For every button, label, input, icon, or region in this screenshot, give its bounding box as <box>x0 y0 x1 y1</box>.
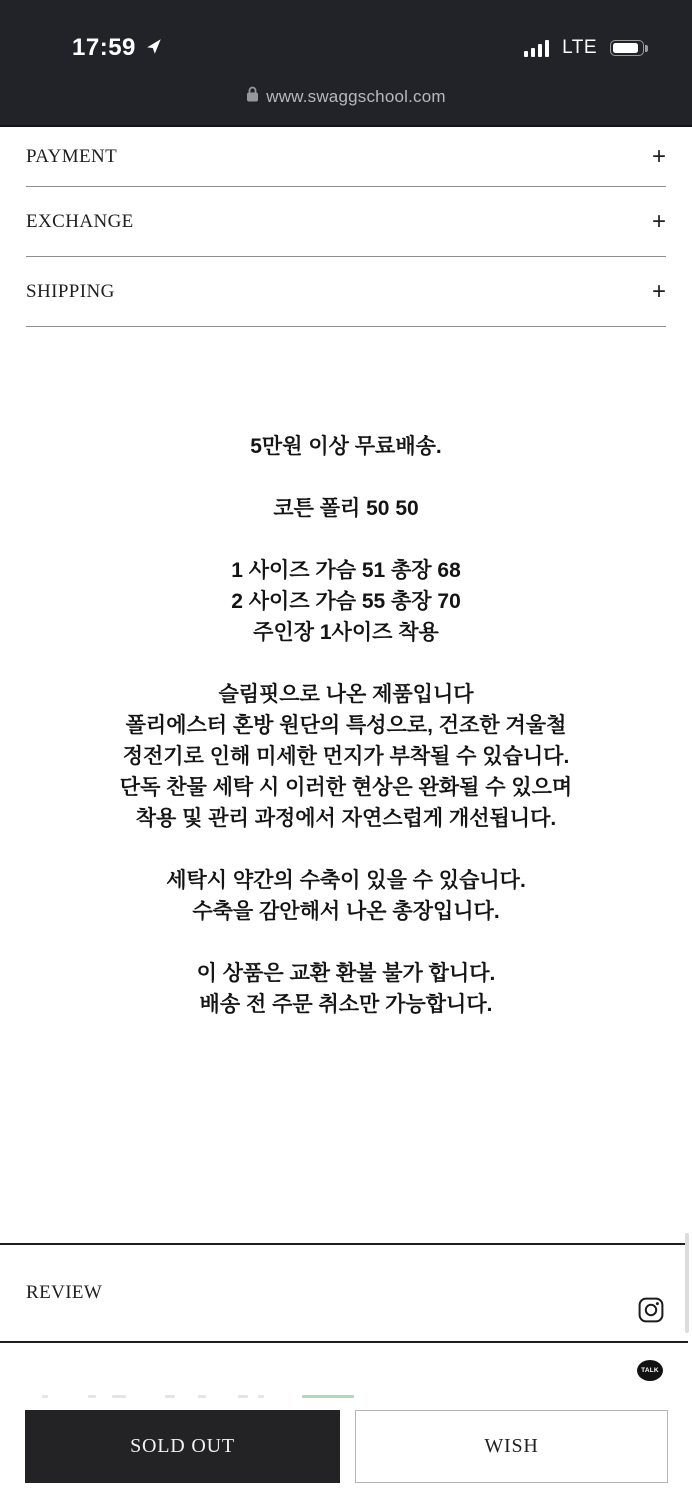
battery-icon <box>610 40 644 56</box>
description-line: 이 상품은 교환 환불 불가 합니다. <box>196 962 496 985</box>
obscured-fragment <box>42 1395 48 1398</box>
description-line: 폴리에스터 혼방 원단의 특성으로, 건조한 겨울철 <box>125 714 567 737</box>
accordion-label: SHIPPING <box>26 280 115 302</box>
plus-icon[interactable]: + <box>651 207 666 235</box>
obscured-fragment <box>198 1395 206 1398</box>
accordion-label: PAYMENT <box>26 145 118 167</box>
description-paragraph <box>0 431 692 462</box>
description-line: 2 사이즈 가슴 55 총장 70 <box>231 590 461 613</box>
info-accordion <box>0 127 692 327</box>
cellular-signal-icon <box>524 40 550 57</box>
description-paragraph <box>0 958 692 1020</box>
description-paragraph <box>0 679 692 834</box>
description-paragraph <box>0 865 692 927</box>
description-line: 정전기로 인해 미세한 먼지가 부착될 수 있습니다. <box>122 745 570 768</box>
network-type-label: LTE <box>562 37 597 58</box>
lock-icon <box>246 86 259 107</box>
instagram-icon <box>638 1297 664 1323</box>
accordion-row-payment[interactable] <box>26 127 666 187</box>
obscured-fragment <box>112 1395 126 1398</box>
status-indicators <box>524 37 644 59</box>
obscured-fragment <box>88 1395 96 1398</box>
description-line: 5만원 이상 무료배송. <box>250 435 442 458</box>
accordion-row-shipping[interactable] <box>26 257 666 327</box>
review-section-label: REVIEW <box>26 1282 103 1303</box>
obscured-fragment <box>165 1395 175 1398</box>
obscured-highlight <box>302 1395 354 1398</box>
bottom-action-bar <box>0 1402 692 1500</box>
location-arrow-icon <box>145 38 162 60</box>
plus-icon[interactable]: + <box>651 142 666 170</box>
sold-out-button[interactable]: SOLD OUT <box>25 1410 340 1483</box>
description-line: 배송 전 주문 취소만 가능합니다. <box>199 993 493 1016</box>
description-line: 단독 찬물 세탁 시 이러한 현상은 완화될 수 있으며 <box>119 776 573 799</box>
wish-button[interactable]: WISH <box>355 1410 668 1483</box>
scrollbar-thumb[interactable] <box>685 1233 689 1333</box>
time-cluster <box>72 34 162 62</box>
description-line: 착용 및 관리 과정에서 자연스럽게 개선됩니다. <box>135 807 557 830</box>
description-line: 세탁시 약간의 수축이 있을 수 있습니다. <box>166 869 526 892</box>
accordion-row-exchange[interactable] <box>26 187 666 257</box>
kakao-talk-button[interactable] <box>637 1360 665 1387</box>
description-line: 1 사이즈 가슴 51 총장 68 <box>231 559 461 582</box>
status-bar <box>0 0 692 70</box>
plus-icon[interactable]: + <box>651 277 666 305</box>
instagram-button[interactable] <box>638 1297 664 1323</box>
kakao-talk-label: TALK <box>641 1367 659 1374</box>
product-description <box>0 431 692 1020</box>
description-line: 수축을 감안해서 나온 총장입니다. <box>192 900 500 923</box>
browser-header <box>0 0 692 127</box>
description-paragraph <box>0 493 692 524</box>
address-bar[interactable] <box>0 86 692 107</box>
accordion-label: EXCHANGE <box>26 210 134 232</box>
obscured-fragment <box>258 1395 264 1398</box>
clock: 17:59 <box>72 34 136 61</box>
description-line: 코튼 폴리 50 50 <box>273 497 419 520</box>
description-line: 슬림핏으로 나온 제품입니다 <box>218 683 474 706</box>
review-section[interactable] <box>0 1243 688 1343</box>
description-paragraph <box>0 555 692 648</box>
description-line: 주인장 1사이즈 착용 <box>253 621 439 644</box>
obscured-fragment <box>238 1395 248 1398</box>
kakao-talk-icon <box>637 1360 663 1381</box>
url-text: www.swaggschool.com <box>266 86 446 106</box>
